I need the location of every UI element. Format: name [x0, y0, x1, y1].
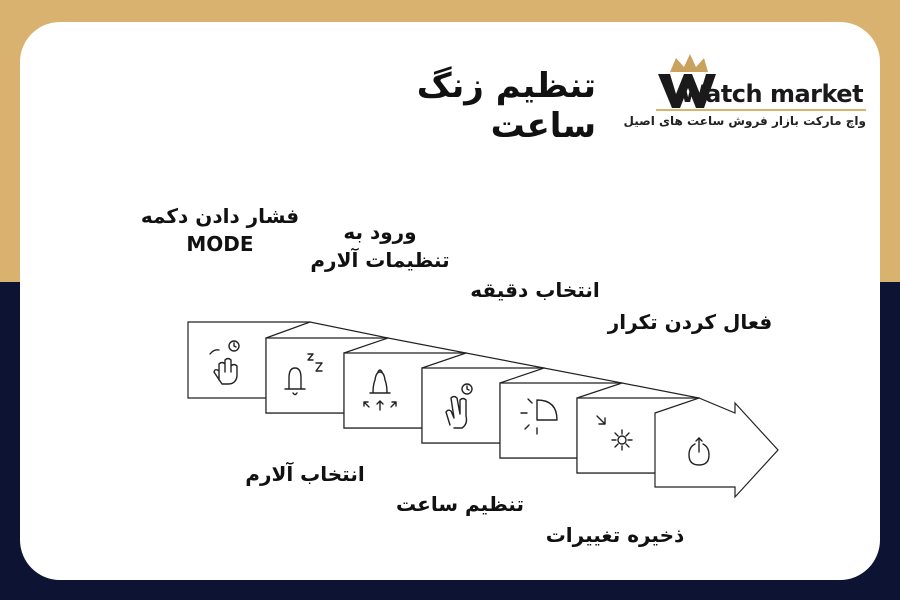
- step-label-save-changes: ذخیره تغییرات: [545, 523, 685, 547]
- step-label-enter-alarm-settings: ورود به تنظیمات آلارم: [310, 220, 450, 272]
- page-title: تنظیم زنگ ساعت: [416, 66, 596, 146]
- step-label-select-alarm: انتخاب آلارم: [245, 462, 365, 486]
- step-panel-7-arrow: [655, 398, 778, 497]
- step-label-set-hour: تنظیم ساعت: [396, 492, 524, 516]
- step-label-activate-repeat: فعال کردن تکرار: [607, 310, 773, 334]
- step-label-press-mode: فشار دادن دکمه MODE: [140, 204, 300, 256]
- brand-name: Watch market: [680, 80, 864, 108]
- step-label-select-minute: انتخاب دقیقه: [470, 278, 600, 302]
- brand-tagline: واچ مارکت بازار فروش ساعت های اصیل: [623, 114, 866, 128]
